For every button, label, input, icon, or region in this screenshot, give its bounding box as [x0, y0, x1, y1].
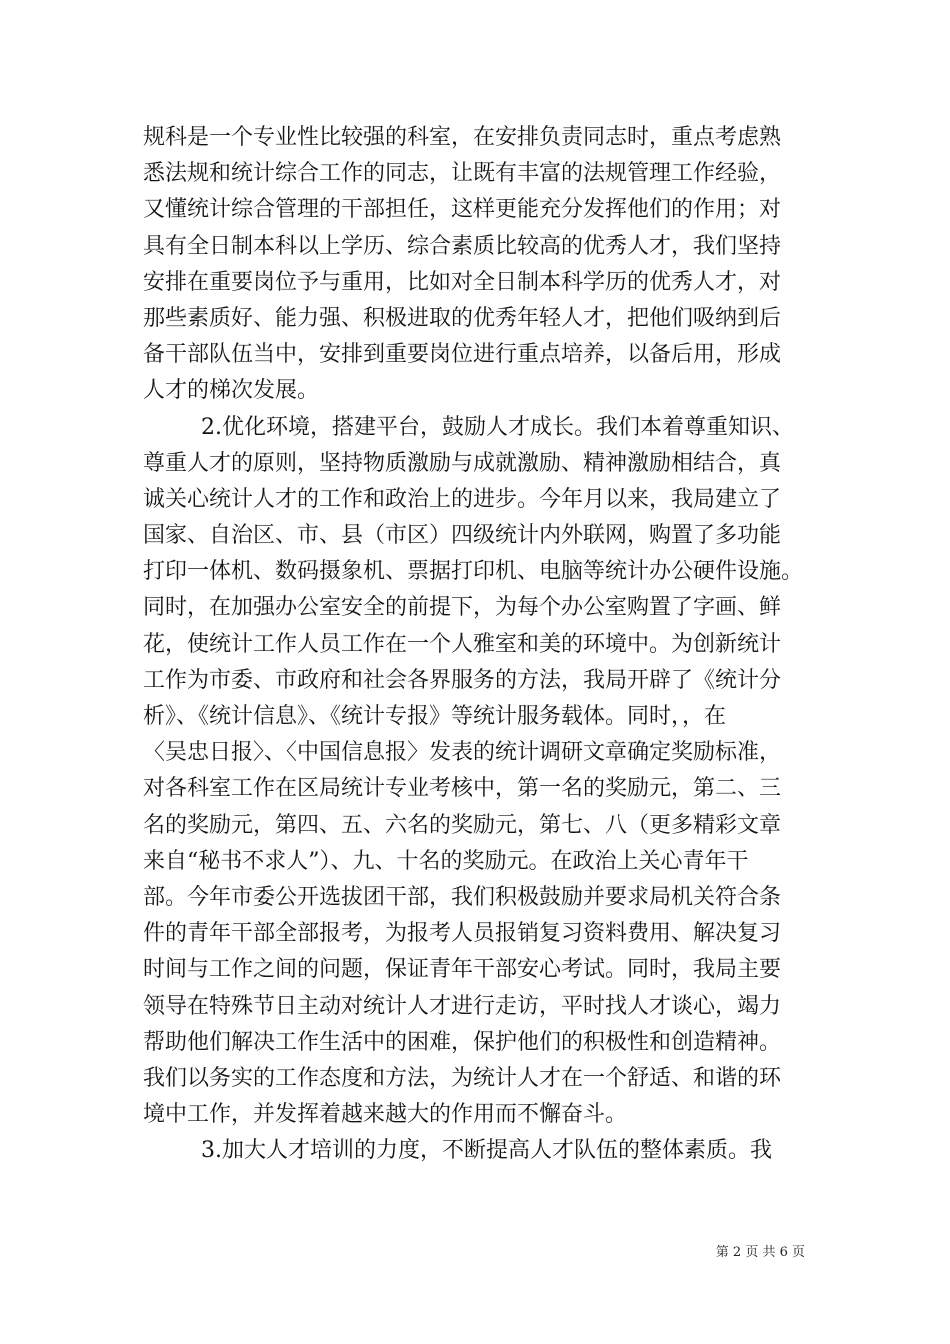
text-line: 国家、自治区、市、县（市区）四级统计内外联网，购置了多功能 [143, 523, 782, 549]
text-line: 〈吴忠日报〉、〈中国信息报〉发表的统计调研文章确定奖励标准， [143, 740, 782, 766]
text-line: 我们以务实的工作态度和方法，为统计人才在一个舒适、和谐的环 [143, 1065, 782, 1091]
text-line: 部。今年市委公开选拔团干部，我们积极鼓励并要求局机关符合条 [143, 884, 782, 910]
body-text [143, 120, 808, 1169]
text-line: 人才的梯次发展。 [143, 378, 320, 404]
text-line: 来自“秘书不求人”）、九、十名的奖励元。在政治上关心青年干 [143, 848, 749, 874]
text-line: 名的奖励元，第四、五、六名的奖励元，第七、八（更多精彩文章 [143, 812, 782, 838]
text-line: 悉法规和统计综合工作的同志，让既有丰富的法规管理工作经验， [143, 161, 782, 187]
text-line: 析》、《统计信息》、《统计专报》等统计服务载体。同时，，在 [143, 704, 727, 729]
text-line: 安排在重要岗位予与重用，比如对全日制本科学历的优秀人才，对 [143, 269, 782, 295]
text-line: 境中工作，并发挥着越来越大的作用而不懈奋斗。 [143, 1102, 628, 1128]
text-line: 具有全日制本科以上学历、综合素质比较高的优秀人才，我们坚持 [143, 233, 782, 259]
text-line: 备干部队伍当中，安排到重要岗位进行重点培养，以备后用，形成 [143, 342, 782, 368]
text-line: 又懂统计综合管理的干部担任，这样更能充分发挥他们的作用；对 [143, 197, 782, 223]
text-line: 同时，在加强办公室安全的前提下，为每个办公室购置了字画、鲜 [143, 595, 782, 621]
text-line: 那些素质好、能力强、积极进取的优秀年轻人才，把他们吸纳到后 [143, 305, 782, 331]
text-line: 时间与工作之间的问题，保证青年干部安心考试。同时，我局主要 [143, 957, 782, 983]
text-line: 件的青年干部全部报考，为报考人员报销复习资料费用、解决复习 [143, 921, 782, 947]
text-line: 工作为市委、市政府和社会各界服务的方法，我局开辟了《统计分 [143, 667, 782, 693]
text-line: 花，使统计工作人员工作在一个人雅室和美的环境中。为创新统计 [143, 631, 782, 657]
paragraph-start-line: 2.优化环境，搭建平台，鼓励人才成长。我们本着尊重知识、 [201, 414, 794, 440]
text-line: 规科是一个专业性比较强的科室，在安排负责同志时，重点考虑熟 [143, 125, 782, 150]
text-line: 打印一体机、数码摄象机、票据打印机、电脑等统计办公硬件设施。 [143, 559, 804, 585]
text-line: 领导在特殊节日主动对统计人才进行走访，平时找人才谈心，竭力 [143, 993, 782, 1019]
text-line: 帮助他们解决工作生活中的困难，保护他们的积极性和创造精神。 [143, 1029, 782, 1055]
paragraph-start-line: 3.加大人才培训的力度，不断提高人才队伍的整体素质。我 [201, 1138, 772, 1164]
text-line: 对各科室工作在区局统计专业考核中，第一名的奖励元，第二、三 [143, 776, 782, 802]
text-line: 尊重人才的原则，坚持物质激励与成就激励、精神激励相结合，真 [143, 450, 782, 476]
page-number-footer: 第 2 页 共 6 页 [715, 1245, 805, 1260]
text-line: 诚关心统计人才的工作和政治上的进步。今年月以来，我局建立了 [143, 486, 782, 512]
